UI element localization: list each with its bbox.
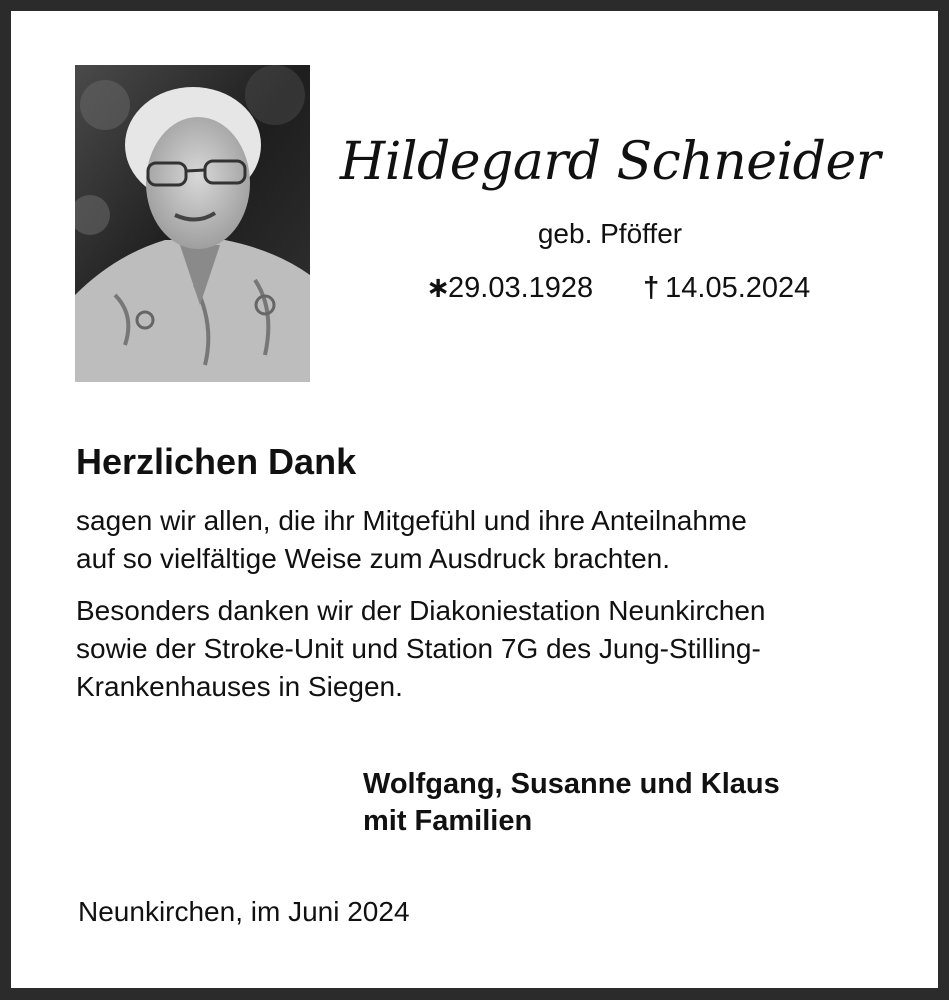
paragraph-line: sowie der Stroke-Unit und Station 7G des Jung-Stilling- [76,633,761,664]
signer-line: Wolfgang, Susanne und Klaus [363,768,780,800]
thanks-paragraph [76,502,747,578]
deceased-name: Hildegard Schneider [339,132,881,192]
portrait-photo [75,65,310,382]
paragraph-line: auf so vielfältige Weise zum Ausdruck brachten. [76,543,671,574]
birth-star-icon: ∗ [426,272,451,304]
thanks-heading: Herzlichen Dank [76,441,357,482]
paragraph-line: Krankenhauses in Siegen. [76,671,403,702]
death-cross-icon: † [643,272,660,304]
signers [363,766,780,840]
death-date: 14.05.2024 [665,272,811,304]
birth-name: geb. Pföffer [537,218,683,249]
signer-line: mit Familien [363,805,533,837]
paragraph-line: sagen wir allen, die ihr Mitgefühl und ihre Anteilnahme [76,505,747,536]
life-dates [426,270,810,305]
special-thanks-paragraph [76,592,766,706]
paragraph-line: Besonders danken wir der Diakoniestation Neunkirchen [76,595,766,626]
birth-date: 29.03.1928 [448,272,594,304]
place-and-date: Neunkirchen, im Juni 2024 [78,896,410,927]
